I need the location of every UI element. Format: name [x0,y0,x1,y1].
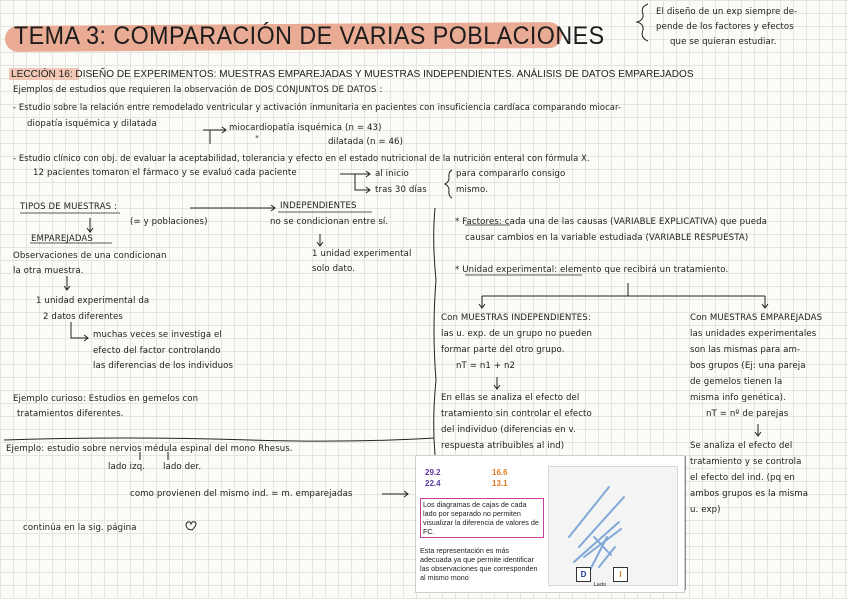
example-1-branch-2: dilatada (n = 46) [328,137,404,147]
paired-right-2: las unidades experimentales [690,329,817,339]
example-2-note-1: para compararlo consigo [456,169,566,179]
lesson-heading: LECCIÓN 16: DISEÑO DE EXPERIMENTOS: MUESTRAS EMPAREJADAS Y MUESTRAS INDEPENDIENTES. ANÁLISIS DE DATOS EMPAREJADOS [11,68,694,80]
unit-label: Unidad experimental [462,265,555,275]
example-2-line-2: 12 pacientes tomaron el fármaco y se evaluó cada paciente [33,168,297,178]
figure-caption-2: Esta representación es más adecuada ya que permite identificar las observaciones que corresponden al mismo mono [420,546,538,582]
side-i-button[interactable]: I [613,567,628,582]
independent-subtitle: no se condicionan entre sí. [270,217,389,227]
paired-right-11: u. exp) [690,505,721,515]
paired-note-1: muchas veces se investiga el [93,330,222,340]
paired-right-4: bos grupos (Ej: una pareja [690,361,806,371]
factor-label: Factores [462,217,499,227]
value-b-1: 16.6 [492,468,508,477]
example-2-line-1: - Estudio clínico con obj. de evaluar la aceptabilidad, tolerancia y efecto en el estado nutricional de la nutrición enteral con fórmula X. [13,153,590,163]
plot-axis-label: Lado [594,582,607,588]
paired-right-6: misma info genética). [690,393,786,403]
independent-bullet-1: 1 unidad experimental [312,249,412,259]
independent-right-5: tratamiento sin controlar el efecto [441,409,592,419]
side-d-button[interactable]: D [576,567,591,582]
rhesus-example: Ejemplo: estudio sobre nervios médula espinal del mono Rhesus. [6,444,293,454]
value-a-2: 22.4 [425,479,441,488]
value-a-1: 29.2 [425,468,441,477]
independent-bullet-2: solo dato. [312,264,356,274]
independent-right-4: En ellas se analiza el efecto del [441,393,580,403]
paired-note-2: efecto del factor controlando [93,346,221,356]
curious-example-2: tratamientos diferentes. [17,409,124,419]
paired-unit-1: 1 unidad experimental da [36,296,150,306]
factor-line-1: * Factores: cada una de las causas (VARIABLE EXPLICATIVA) que pueda [455,217,768,227]
example-1-line-2: diopatía isquémica y dilatada [27,119,157,129]
ditto-mark: " [255,135,260,145]
example-2-branch-2: tras 30 días [375,185,427,195]
paired-right-5: de gemelos tienen la [690,377,783,387]
unit-text: : elemento que recibirá un tratamiento. [554,265,729,275]
independent-right-7: respuesta atribuibles al ind) [441,441,565,451]
example-1-branch-1: miocardiopatía isquémica (n = 43) [229,123,382,133]
independent-right-1: Con MUESTRAS INDEPENDIENTES: [441,313,591,323]
same-individual-note: como provienen del mismo ind. = m. emparejadas [130,489,353,499]
factor-text: : cada una de las causas (VARIABLE EXPLICATIVA) que pueda [498,217,768,227]
factor-line-2: causar cambios en la variable estudiada (VARIABLE RESPUESTA) [465,233,749,243]
paired-right-7: Se analiza el efecto del [690,441,793,451]
paired-formula: nT = nº de parejas [706,409,789,419]
paired-note-3: las diferencias de los individuos [93,361,234,371]
example-2-branch-1: al inicio [375,169,409,179]
example-2-note-2: mismo. [456,185,489,195]
right-side-label: lado der. [163,462,202,472]
curious-example-1: Ejemplo curioso: Estudios en gemelos con [13,394,199,404]
examples-intro: Ejemplos de estudios que requieren la observación de DOS CONJUNTOS DE DATOS : [13,85,383,95]
left-side-label: lado izq. [108,462,146,472]
paired-unit-2: 2 datos diferentes [43,312,123,322]
side-note [650,5,840,50]
paired-line-2: la otra muestra. [13,266,84,276]
side-note-line: El diseño de un exp siempre de- [656,7,798,17]
types-heading: TIPOS DE MUESTRAS : [20,202,118,212]
side-note-line: pende de los factores y efectos [656,22,794,32]
continue-note: continúa en la sig. página [23,523,137,533]
paired-right-9: el efecto del ind. (pq en [690,473,795,483]
page-title: TEMA 3: COMPARACIÓN DE VARIAS POBLACIONES [14,22,605,50]
equal-populations-note: (= y poblaciones) [130,217,208,227]
paired-right-1: Con MUESTRAS EMPAREJADAS [690,313,823,323]
independent-right-3: formar parte del otro grupo. [441,345,565,355]
unit-line: * Unidad experimental: elemento que recibirá un tratamiento. [455,265,729,275]
independent-right-2: las u. exp. de un grupo no pueden [441,329,593,339]
paired-heading: EMPAREJADAS [31,234,93,244]
independent-heading: INDEPENDIENTES [280,201,357,211]
paired-line-1: Observaciones de una condicionan [13,251,167,261]
value-b-2: 13.1 [492,479,508,488]
paired-right-10: ambos grupos es la misma [690,489,809,499]
independent-right-6: del individuo (diferencias en v. [441,425,576,435]
figure-caption-1: Los diagramas de cajas de cada lado por separado no permiten visualizar la diferencia de valores de FC. [420,498,544,538]
example-1-line-1: - Estudio sobre la relación entre remodelado ventricular y activación inmunitaria en pacientes con insuficiencia cardíaca comparando miocar- [13,102,622,112]
side-note-line: que se quieran estudiar. [670,37,777,47]
paired-right-3: son las mismas para am- [690,345,801,355]
paired-right-8: tratamiento y se controla [690,457,802,467]
independent-formula: nT = n1 + n2 [456,361,516,371]
